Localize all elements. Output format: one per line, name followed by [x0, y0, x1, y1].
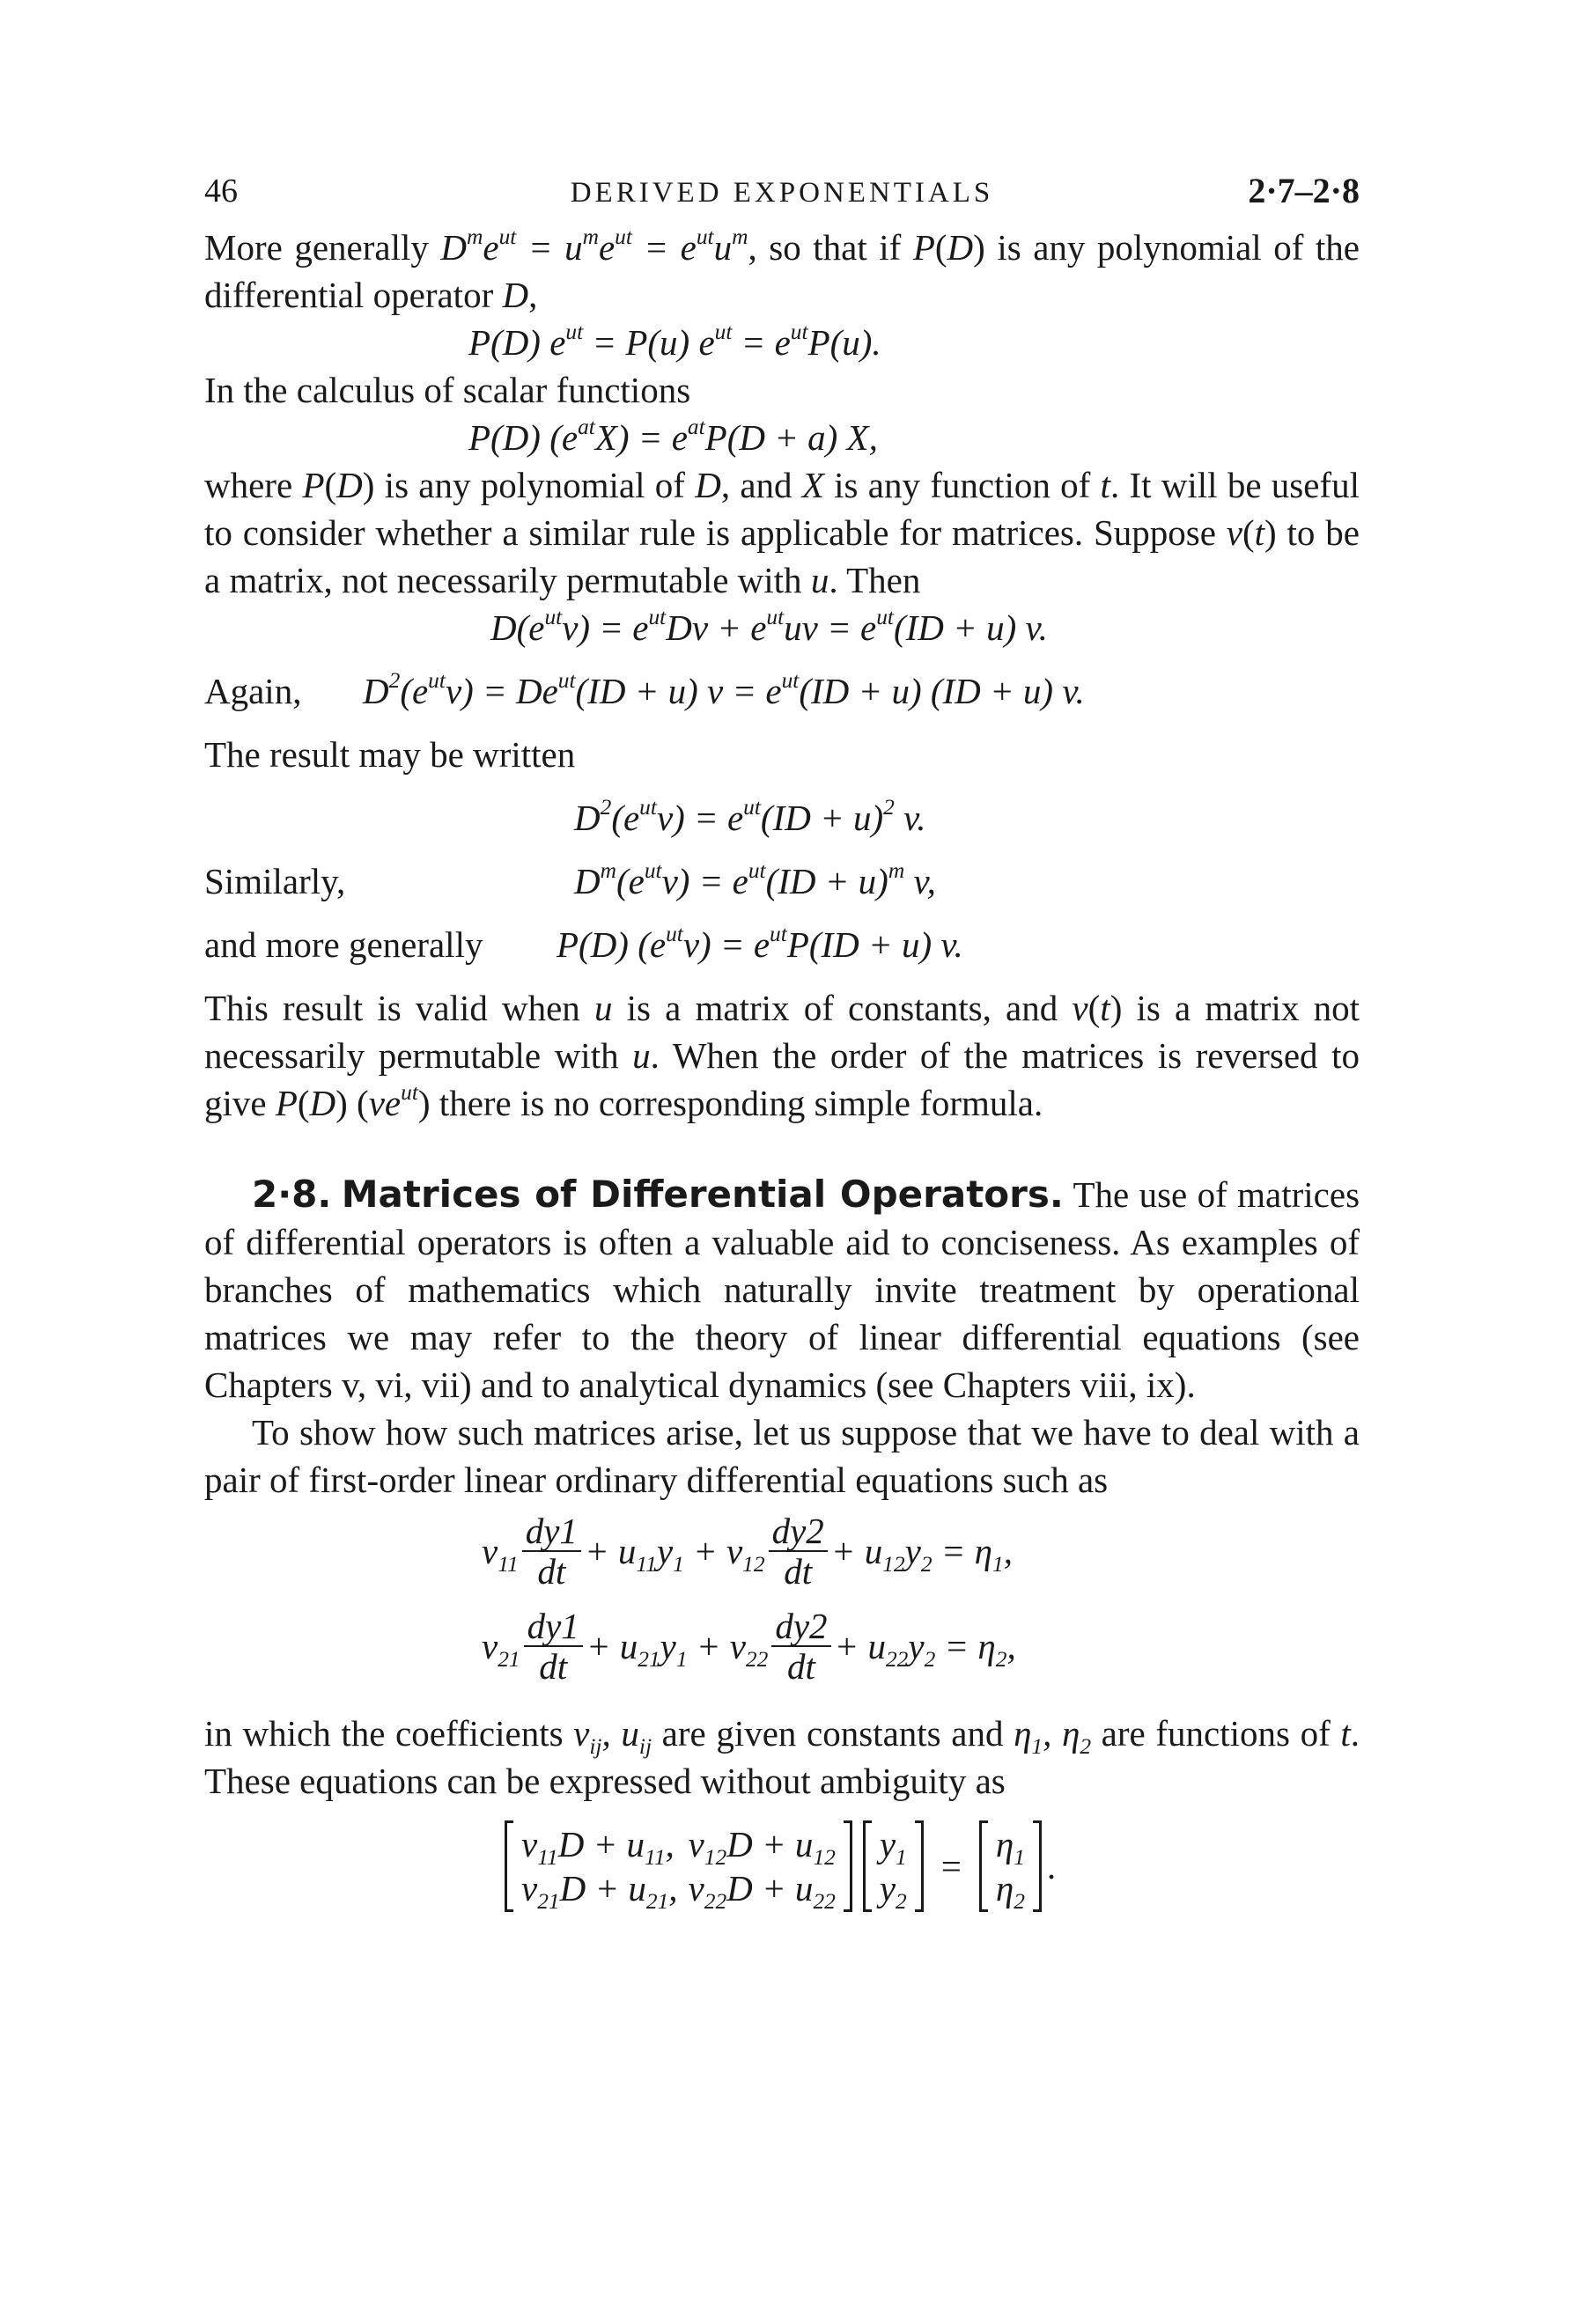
paragraph-similar-rule: where P(D) is any polynomial of D, and X is any function of t. It will be useful to consider whether a similar rule is applicable for matrices. Suppose v(t) to be a matrix, not necessarily permutable with u. Then [204, 465, 1360, 600]
fraction: $\frac{dy2}{dt}$ [769, 1511, 828, 1591]
page-number: 46 [204, 173, 238, 210]
section-paragraph-1: 2·8. Matrices of Differential Operators. The use of matrices of differential operators is often a valuable aid to conciseness. As examples of branches of mathematics which naturally invite treatment by operational matrices we may refer to the theory of linear differential equations (see Chapters v, vi, vii) and to analytical dynamics (see Chapters viii, ix). [204, 1173, 1360, 1405]
more-generally-label: and more generally [204, 924, 483, 965]
section-range: 2·7–2·8 [1248, 171, 1360, 210]
y-vector: $y_1$ $y_2$ [863, 1820, 924, 1912]
operator-matrix: $v_{11}D + u_{11}$, $v_{12}D + u_{12}$ $v_{21}D + u_{21}$, $v_{22}D + u_{22}$ [505, 1820, 852, 1912]
equation-3: $D(e^{ut}v) = e^{ut}Dv + e^{ut}uv = e^{ut}(ID + u)$ v. [490, 605, 1048, 648]
fraction: $\frac{dy1}{dt}$ [522, 1511, 581, 1591]
section-title: Matrices of Differential Operators. [341, 1173, 1064, 1216]
section-paragraph-3: in which the coefficients $v_{ij}$, $u_{ij}$ are given constants and $\eta_1$, $\eta_2$ are functions of t. These equations can be expressed without ambiguity as [204, 1713, 1360, 1801]
section-paragraph-2: To show how such matrices arise, let us suppose that we have to deal with a pair of first-order linear ordinary differential equations such as [204, 1412, 1360, 1500]
page [204, 167, 1360, 1912]
paragraph-scalar-calculus: In the calculus of scalar functions [204, 370, 691, 410]
differential-equation-1: $v_{11}$ $\frac{dy1}{dt}$ + $u_{11}y_1 + v_{12}$ $\frac{dy2}{dt}$ + $u_{12}y_2 = \eta_1$, [482, 1511, 1013, 1592]
equation-6-row: Similarly, $D^m(e^{ut}v) = e^{ut}(ID + u)^m$ v, [204, 857, 1360, 905]
similarly-label: Similarly, [204, 861, 346, 901]
paragraph-result-valid: This result is valid when u is a matrix of constants, and v(t) is a matrix not necessarily permutable with u. When the order of the matrices is reversed to give P(D) $(ve^{ut})$ there is no corresponding simple formula. [204, 988, 1360, 1123]
differential-equation-2: $v_{21}$ $\frac{dy1}{dt}$ + $u_{21}y_1 + v_{22}$ $\frac{dy2}{dt}$ + $u_{22}y_2 = \eta_2$, [482, 1606, 1016, 1687]
fraction: $\frac{dy2}{dt}$ [771, 1607, 830, 1686]
section-number: 2·8. [252, 1173, 332, 1216]
eta-vector: $\eta_1$ $\eta_2$ [979, 1820, 1042, 1912]
paragraph-polynomial-operator: More generally $D^me^{ut} = u^me^{ut} = e^{ut}u^m$, so that if P(D) is any polynomial of the differential operator D, [204, 224, 1360, 315]
matrix-equation: $v_{11}D + u_{11}$, $v_{12}D + u_{12}$ $v_{21}D + u_{21}$, $v_{22}D + u_{22}$ $y_1$ $y_2$ = $\eta_1$ $\eta_2$ . [204, 1820, 1360, 1912]
paragraph-result-written: The result may be written [204, 734, 576, 775]
equation-7-row: and more generally P(D) $(e^{ut}v) = e^{ut}P(ID + u)$ v. [204, 921, 1360, 968]
equation-1: P(D) $e^{ut} = P(u) e^{ut} = e^{ut}P(u)$. [468, 320, 881, 363]
running-head: DERIVED EXPONENTIALS [570, 177, 994, 209]
fraction: $\frac{dy1}{dt}$ [524, 1607, 583, 1686]
equation-4-row: Again, $D^2(e^{ut}v) = De^{ut}(ID + u) v = e^{ut}(ID + u) (ID + u)$ v. [204, 667, 1360, 715]
equation-2: P(D) $(e^{at}X) = e^{at}P(D + a)$ X, [468, 415, 878, 458]
again-label: Again, [204, 671, 302, 711]
page-header [204, 167, 1360, 217]
equation-5: $D^2(e^{ut}v) = e^{ut}(ID + u)^2$ v. [574, 795, 926, 838]
